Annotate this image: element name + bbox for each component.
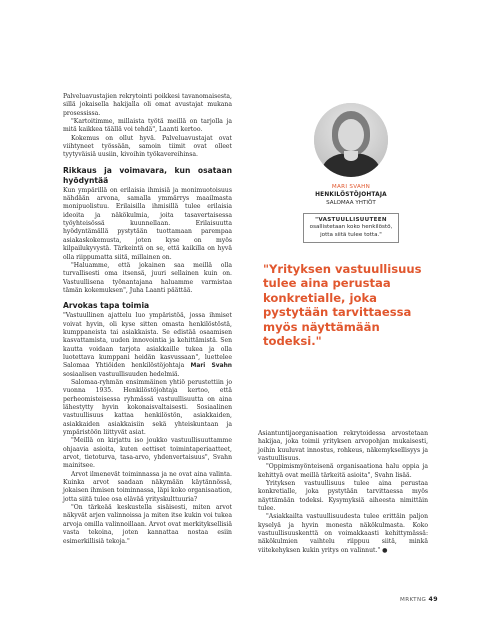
paragraph: "Oppimismyönteisenä organisaationa halu oppia ja kehittyä ovat meillä tärkeitä asioita", Svahn lisää. [258,463,428,479]
paragraph: Palveluavustajien rekrytointi poikkesi tavanomaisesta, sillä jokaisella hakijalla oli omat avustajat mukana prosessissa. [63,93,232,117]
right-column [258,430,428,555]
paragraph: "On tärkeää keskustella sisäisesti, miten arvot näkyvät arjen valinnoissa ja miten itse kukin voi tukea arvoja omilla valinnoillaan. Arvot ovat merkityksellisiä vasta tekoina, joten kannattaa nostaa esiin esimerkillisiä tekoja." [63,504,232,545]
page-number: 49 [428,596,438,603]
profile-quote-title: "VASTUULLISUUTEEN [315,217,387,223]
left-column [63,93,232,546]
portrait-photo [314,103,388,177]
paragraph: Kokemus on ollut hyvä. Palveluavustajat ovat viihtyneet työssään, samoin tiimit ovat olleet tyytyväisiä uusiin, kivoihin työkavereihinsa. [63,134,232,159]
profile-name: MARI SVAHN [331,184,371,190]
profile-quote-box [303,213,400,243]
magazine-section: MRKTNG [400,597,427,603]
paragraph [63,312,232,379]
paragraph: Salomaa-ryhmän ensimmäinen yhtiö perustettiin jo vuonna 1935. Henkilöstöjohtaja kertoo, että perheomisteisessa ryhmässä vastuullisuutta on aina lähestytty hyvin kokonaisvaltaisesti. Sosiaalinen vastuullisuus kattaa henkilöstön, asiakkaiden, asiakkaiden asiakkaisiin sekä yhteiskuntaan ja ympäristöön liittyvät asiat. [63,378,232,437]
subheading: Rikkaus ja voimavara, kun osataan hyödyntää [63,165,232,185]
paragraph: "Meillä on kirjattu iso joukko vastuullisuuttamme ohjaavia asioita, kuten eettiset toimintaperiaatteet, arvot, tietoturva, tasa-arvo, yhdenvertaisuus", Svahn mainitsee. [63,437,232,470]
paragraph: Asiantuntijaorganisaation rekrytoidessa arvostetaan hakijaa, joka toimii yrityksen arvopohjan mukaisesti, joihin kuuluvat innostus, rohkeus, näkemyksellisyys ja vastuullisuus. [258,430,428,463]
profile-role: HENKILÖSTÖJOHTAJA [315,192,387,198]
paragraph: "Asiakkailta vastuullisuudesta tulee erittäin paljon kyselyä ja hyvin monesta näkökulmasta. Koko vastuullisuuskenttä on voimakkaasti kehittymässä: näkökulmien vaihtelu riippuu siitä, minkä viitekehyksen kukin yritys on valinnut." ● [258,513,428,554]
paragraph: Kun ympärillä on erilaisia ihmisiä ja monimuotoisuus nähdään arvona, samalla ymmärrys maailmasta monipuolistuu. Erilaisilla ihmisillä tulee erilaisia ideoita ja näkökulmia, joita tasavertaisessa työyhteisössä kuunnellaan. Erilaisuutta hyödyntämällä pystytään tuottamaan parempaa asiakaskokemusta, joten kyse on myös kilpailukyvystä. Tärkeintä on se, että kaikilla on hyvä olla riippumatta siitä, millainen on. [63,186,232,261]
profile-quote-line: osallistetaan koko henkilöstö, [309,224,393,231]
text-run: "Vastuullinen ajattelu luo ympäristöä, jossa ihmiset voivat hyvin, oli kyse sitten omasta henkilöstöstä, kumppaneista tai asiakkaista. Se edistää osaamisen kasvattamista, uuden innovointia ja kehittämistä. Sen kautta voidaan tarjota asiakkaille tukea ja olla luotettava kumppani heidän kasvussaan", luettelee Salomaa Yhtiöiden henkilöstöjohtaja [63,312,232,370]
page-folio [400,596,438,603]
text-run: sosiaalisen vastuullisuuden hedelmiä. [63,370,180,378]
person-name: Mari Svahn [190,363,232,370]
paragraph: Arvot ilmenevät toiminnassa ja ne ovat aina valinta. Kuinka arvot saadaan näkymään käytännössä, jokaisen ihmisen toiminnassa, läpi koko organisaation, jotta siitä tulee osa elävää yrityskulttuuria? [63,470,233,503]
paragraph: "Kartoitimme, millaista työtä meillä on tarjolla ja mitä kaikkea täällä voi tehdä", Laanti kertoo. [63,118,232,134]
profile-card [289,103,413,243]
subheading: Arvokas tapa toimia [63,301,150,311]
pull-quote: "Yrityksen vastuullisuus tulee aina perustaa konkretialle, joka pystytään tarvittaessa myös näyttämään todeksi." [263,262,422,349]
profile-quote-line: jotta siitä tulee totta." [320,231,382,238]
paragraph: "Haluamme, että jokainen saa meillä olla turvallisesti oma itsensä, juuri sellainen kuin on. Vastuullisena työnantajana haluamme varmistaa tämän kokemuksen", Juha Laanti päättää. [63,261,232,294]
profile-company: SALOMAA YHTIÖT [326,200,376,206]
paragraph: Yrityksen vastuullisuus tulee aina perustaa konkretialle, joka pystytään tarvittaessa myös näyttämään todeksi. Kysymyksiä aiheesta nimittäin tulee. [258,480,428,513]
